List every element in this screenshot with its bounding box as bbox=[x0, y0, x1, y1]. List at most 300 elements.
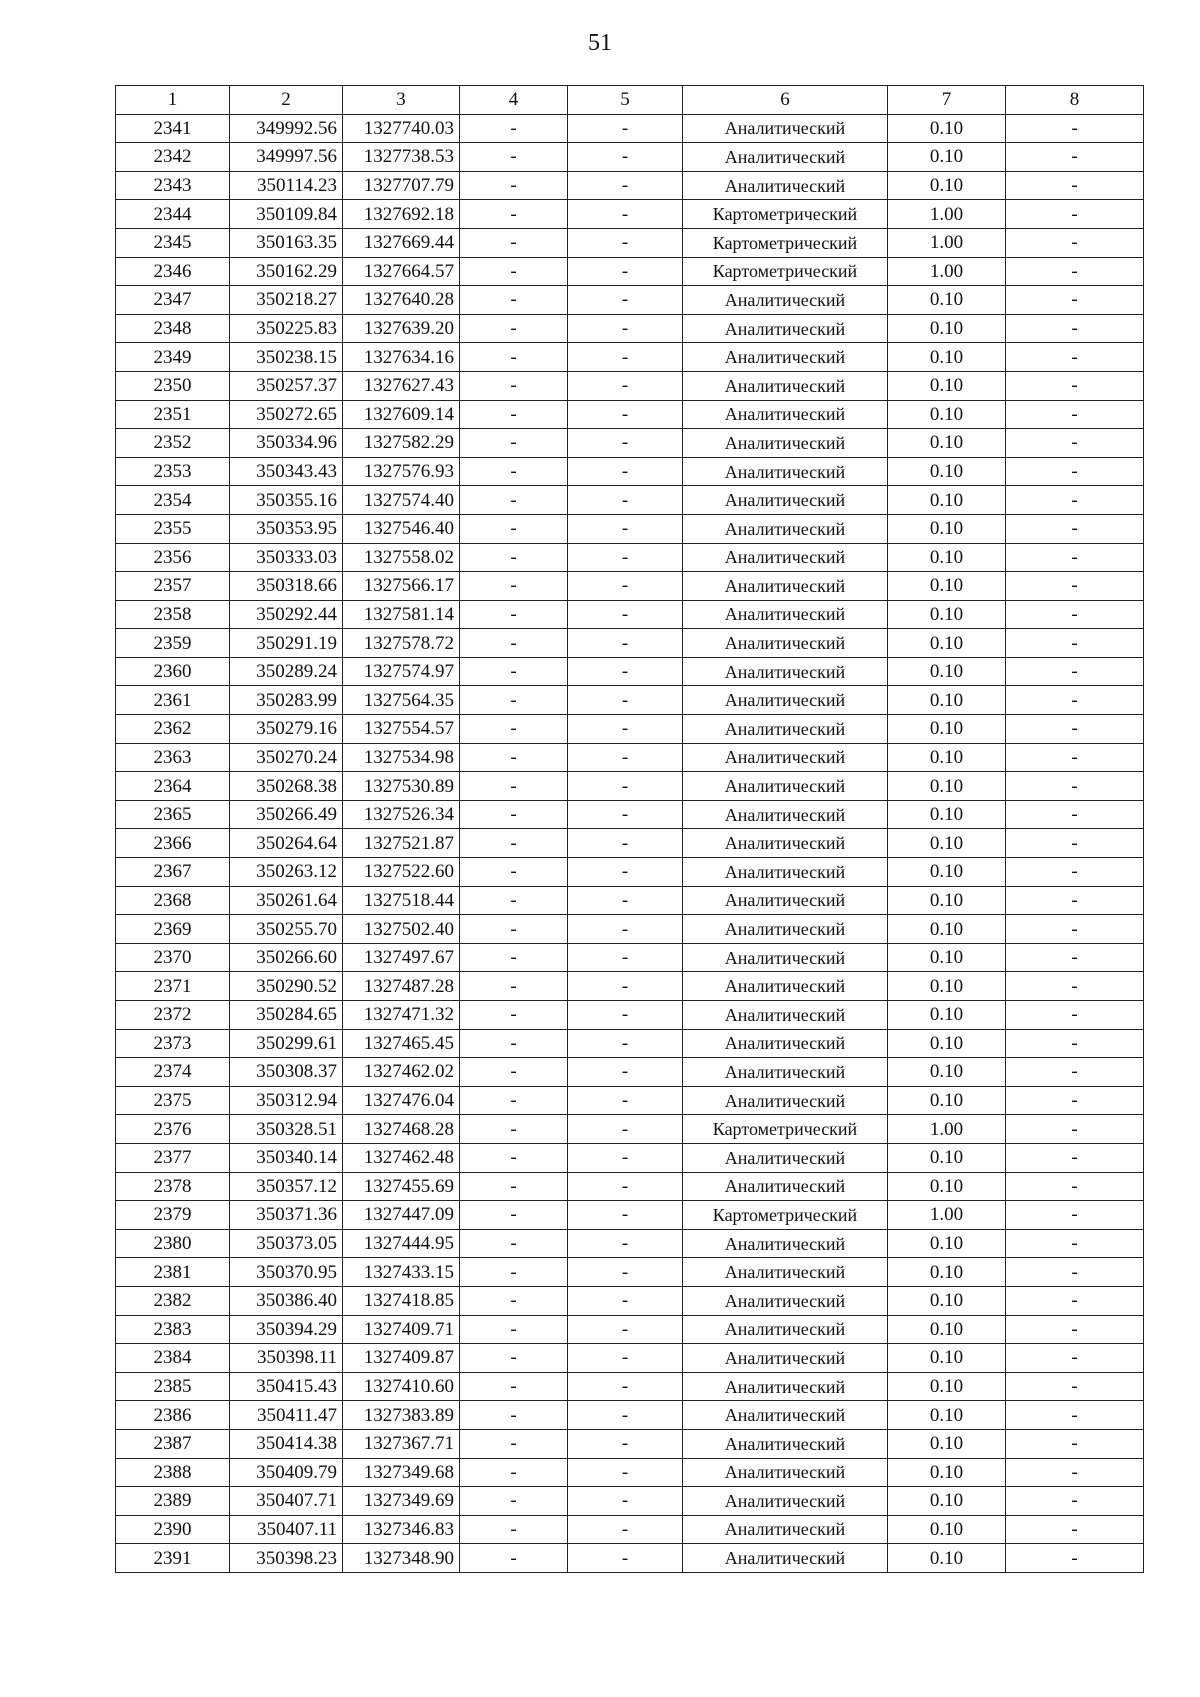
x-coordinate-cell: 350261.64 bbox=[230, 886, 343, 915]
accuracy-cell: 0.10 bbox=[888, 343, 1006, 372]
x-coordinate-cell: 350284.65 bbox=[230, 1001, 343, 1030]
accuracy-cell: 0.10 bbox=[888, 514, 1006, 543]
column-8-cell: - bbox=[1006, 1229, 1144, 1258]
column-8-cell: - bbox=[1006, 1001, 1144, 1030]
column-4-cell: - bbox=[460, 457, 568, 486]
column-5-cell: - bbox=[568, 514, 683, 543]
accuracy-cell: 0.10 bbox=[888, 1401, 1006, 1430]
column-5-cell: - bbox=[568, 715, 683, 744]
column-4-cell: - bbox=[460, 1315, 568, 1344]
column-8-cell: - bbox=[1006, 143, 1144, 172]
accuracy-cell: 0.10 bbox=[888, 1229, 1006, 1258]
column-8-cell: - bbox=[1006, 514, 1144, 543]
table-row bbox=[116, 1258, 1144, 1287]
point-number-cell: 2347 bbox=[116, 286, 230, 315]
table-row bbox=[116, 629, 1144, 658]
method-cell: Аналитический bbox=[683, 314, 888, 343]
table-row bbox=[116, 429, 1144, 458]
method-cell: Аналитический bbox=[683, 457, 888, 486]
x-coordinate-cell: 350268.38 bbox=[230, 772, 343, 801]
method-cell: Аналитический bbox=[683, 1344, 888, 1373]
column-8-cell: - bbox=[1006, 686, 1144, 715]
accuracy-cell: 0.10 bbox=[888, 715, 1006, 744]
accuracy-cell: 0.10 bbox=[888, 114, 1006, 143]
point-number-cell: 2366 bbox=[116, 829, 230, 858]
column-8-cell: - bbox=[1006, 1544, 1144, 1573]
column-header-6: 6 bbox=[683, 86, 888, 115]
column-4-cell: - bbox=[460, 286, 568, 315]
accuracy-cell: 0.10 bbox=[888, 972, 1006, 1001]
point-number-cell: 2352 bbox=[116, 429, 230, 458]
column-5-cell: - bbox=[568, 143, 683, 172]
column-4-cell: - bbox=[460, 1029, 568, 1058]
point-number-cell: 2356 bbox=[116, 543, 230, 572]
column-8-cell: - bbox=[1006, 1086, 1144, 1115]
column-8-cell: - bbox=[1006, 1029, 1144, 1058]
y-coordinate-cell: 1327581.14 bbox=[343, 600, 460, 629]
column-4-cell: - bbox=[460, 686, 568, 715]
column-header-3: 3 bbox=[343, 86, 460, 115]
column-4-cell: - bbox=[460, 915, 568, 944]
column-5-cell: - bbox=[568, 429, 683, 458]
column-4-cell: - bbox=[460, 829, 568, 858]
column-5-cell: - bbox=[568, 1201, 683, 1230]
column-8-cell: - bbox=[1006, 1372, 1144, 1401]
method-cell: Аналитический bbox=[683, 915, 888, 944]
column-4-cell: - bbox=[460, 1115, 568, 1144]
column-4-cell: - bbox=[460, 886, 568, 915]
point-number-cell: 2387 bbox=[116, 1429, 230, 1458]
x-coordinate-cell: 350292.44 bbox=[230, 600, 343, 629]
table-row bbox=[116, 1487, 1144, 1516]
y-coordinate-cell: 1327465.45 bbox=[343, 1029, 460, 1058]
x-coordinate-cell: 350283.99 bbox=[230, 686, 343, 715]
table-row bbox=[116, 1401, 1144, 1430]
column-5-cell: - bbox=[568, 1344, 683, 1373]
column-4-cell: - bbox=[460, 743, 568, 772]
column-8-cell: - bbox=[1006, 829, 1144, 858]
x-coordinate-cell: 350255.70 bbox=[230, 915, 343, 944]
point-number-cell: 2363 bbox=[116, 743, 230, 772]
accuracy-cell: 0.10 bbox=[888, 629, 1006, 658]
column-8-cell: - bbox=[1006, 228, 1144, 257]
column-5-cell: - bbox=[568, 600, 683, 629]
table-row bbox=[116, 1086, 1144, 1115]
point-number-cell: 2358 bbox=[116, 600, 230, 629]
method-cell: Аналитический bbox=[683, 715, 888, 744]
accuracy-cell: 0.10 bbox=[888, 1286, 1006, 1315]
column-5-cell: - bbox=[568, 228, 683, 257]
y-coordinate-cell: 1327462.48 bbox=[343, 1143, 460, 1172]
column-8-cell: - bbox=[1006, 314, 1144, 343]
table-row bbox=[116, 1001, 1144, 1030]
accuracy-cell: 0.10 bbox=[888, 1515, 1006, 1544]
y-coordinate-cell: 1327554.57 bbox=[343, 715, 460, 744]
y-coordinate-cell: 1327349.69 bbox=[343, 1487, 460, 1516]
y-coordinate-cell: 1327455.69 bbox=[343, 1172, 460, 1201]
method-cell: Аналитический bbox=[683, 572, 888, 601]
column-5-cell: - bbox=[568, 257, 683, 286]
method-cell: Аналитический bbox=[683, 143, 888, 172]
column-4-cell: - bbox=[460, 1058, 568, 1087]
column-4-cell: - bbox=[460, 314, 568, 343]
column-4-cell: - bbox=[460, 429, 568, 458]
column-8-cell: - bbox=[1006, 1344, 1144, 1373]
method-cell: Аналитический bbox=[683, 400, 888, 429]
accuracy-cell: 0.10 bbox=[888, 943, 1006, 972]
accuracy-cell: 0.10 bbox=[888, 1172, 1006, 1201]
point-number-cell: 2370 bbox=[116, 943, 230, 972]
table-row bbox=[116, 858, 1144, 887]
x-coordinate-cell: 350308.37 bbox=[230, 1058, 343, 1087]
column-8-cell: - bbox=[1006, 1315, 1144, 1344]
column-5-cell: - bbox=[568, 915, 683, 944]
table-row bbox=[116, 1172, 1144, 1201]
method-cell: Аналитический bbox=[683, 1372, 888, 1401]
x-coordinate-cell: 350163.35 bbox=[230, 228, 343, 257]
y-coordinate-cell: 1327502.40 bbox=[343, 915, 460, 944]
x-coordinate-cell: 350328.51 bbox=[230, 1115, 343, 1144]
accuracy-cell: 0.10 bbox=[888, 915, 1006, 944]
y-coordinate-cell: 1327546.40 bbox=[343, 514, 460, 543]
method-cell: Аналитический bbox=[683, 829, 888, 858]
column-4-cell: - bbox=[460, 1401, 568, 1430]
x-coordinate-cell: 350355.16 bbox=[230, 486, 343, 515]
point-number-cell: 2371 bbox=[116, 972, 230, 1001]
method-cell: Аналитический bbox=[683, 943, 888, 972]
column-4-cell: - bbox=[460, 1229, 568, 1258]
table-row bbox=[116, 1344, 1144, 1373]
column-5-cell: - bbox=[568, 314, 683, 343]
column-5-cell: - bbox=[568, 486, 683, 515]
method-cell: Аналитический bbox=[683, 1544, 888, 1573]
column-8-cell: - bbox=[1006, 715, 1144, 744]
column-8-cell: - bbox=[1006, 772, 1144, 801]
x-coordinate-cell: 350343.43 bbox=[230, 457, 343, 486]
method-cell: Аналитический bbox=[683, 800, 888, 829]
table-row bbox=[116, 915, 1144, 944]
column-4-cell: - bbox=[460, 657, 568, 686]
point-number-cell: 2382 bbox=[116, 1286, 230, 1315]
x-coordinate-cell: 350266.60 bbox=[230, 943, 343, 972]
method-cell: Аналитический bbox=[683, 1429, 888, 1458]
x-coordinate-cell: 350238.15 bbox=[230, 343, 343, 372]
x-coordinate-cell: 350290.52 bbox=[230, 972, 343, 1001]
x-coordinate-cell: 350279.16 bbox=[230, 715, 343, 744]
method-cell: Аналитический bbox=[683, 743, 888, 772]
method-cell: Аналитический bbox=[683, 1086, 888, 1115]
column-5-cell: - bbox=[568, 572, 683, 601]
column-4-cell: - bbox=[460, 943, 568, 972]
x-coordinate-cell: 350353.95 bbox=[230, 514, 343, 543]
x-coordinate-cell: 350299.61 bbox=[230, 1029, 343, 1058]
column-5-cell: - bbox=[568, 1372, 683, 1401]
y-coordinate-cell: 1327640.28 bbox=[343, 286, 460, 315]
table-row bbox=[116, 1372, 1144, 1401]
column-4-cell: - bbox=[460, 858, 568, 887]
column-8-cell: - bbox=[1006, 1487, 1144, 1516]
x-coordinate-cell: 350318.66 bbox=[230, 572, 343, 601]
column-4-cell: - bbox=[460, 543, 568, 572]
column-5-cell: - bbox=[568, 1143, 683, 1172]
column-4-cell: - bbox=[460, 1429, 568, 1458]
y-coordinate-cell: 1327707.79 bbox=[343, 171, 460, 200]
column-5-cell: - bbox=[568, 343, 683, 372]
table-row bbox=[116, 1515, 1144, 1544]
y-coordinate-cell: 1327433.15 bbox=[343, 1258, 460, 1287]
method-cell: Аналитический bbox=[683, 600, 888, 629]
y-coordinate-cell: 1327664.57 bbox=[343, 257, 460, 286]
table-row bbox=[116, 257, 1144, 286]
table-row bbox=[116, 514, 1144, 543]
point-number-cell: 2351 bbox=[116, 400, 230, 429]
method-cell: Аналитический bbox=[683, 686, 888, 715]
column-4-cell: - bbox=[460, 1286, 568, 1315]
table-row bbox=[116, 657, 1144, 686]
column-header-2: 2 bbox=[230, 86, 343, 115]
x-coordinate-cell: 350109.84 bbox=[230, 200, 343, 229]
column-4-cell: - bbox=[460, 800, 568, 829]
column-5-cell: - bbox=[568, 1115, 683, 1144]
y-coordinate-cell: 1327740.03 bbox=[343, 114, 460, 143]
y-coordinate-cell: 1327521.87 bbox=[343, 829, 460, 858]
point-number-cell: 2375 bbox=[116, 1086, 230, 1115]
point-number-cell: 2348 bbox=[116, 314, 230, 343]
point-number-cell: 2345 bbox=[116, 228, 230, 257]
column-8-cell: - bbox=[1006, 200, 1144, 229]
column-5-cell: - bbox=[568, 772, 683, 801]
column-4-cell: - bbox=[460, 228, 568, 257]
column-4-cell: - bbox=[460, 1258, 568, 1287]
point-number-cell: 2341 bbox=[116, 114, 230, 143]
y-coordinate-cell: 1327578.72 bbox=[343, 629, 460, 658]
y-coordinate-cell: 1327409.71 bbox=[343, 1315, 460, 1344]
accuracy-cell: 1.00 bbox=[888, 1201, 1006, 1230]
column-8-cell: - bbox=[1006, 743, 1144, 772]
column-4-cell: - bbox=[460, 1544, 568, 1573]
x-coordinate-cell: 350398.23 bbox=[230, 1544, 343, 1573]
point-number-cell: 2381 bbox=[116, 1258, 230, 1287]
x-coordinate-cell: 350272.65 bbox=[230, 400, 343, 429]
column-8-cell: - bbox=[1006, 1429, 1144, 1458]
table-body bbox=[116, 114, 1144, 1572]
column-4-cell: - bbox=[460, 772, 568, 801]
method-cell: Аналитический bbox=[683, 1029, 888, 1058]
table-row bbox=[116, 715, 1144, 744]
accuracy-cell: 0.10 bbox=[888, 1086, 1006, 1115]
point-number-cell: 2346 bbox=[116, 257, 230, 286]
point-number-cell: 2367 bbox=[116, 858, 230, 887]
y-coordinate-cell: 1327410.60 bbox=[343, 1372, 460, 1401]
accuracy-cell: 0.10 bbox=[888, 1143, 1006, 1172]
point-number-cell: 2389 bbox=[116, 1487, 230, 1516]
y-coordinate-cell: 1327409.87 bbox=[343, 1344, 460, 1373]
point-number-cell: 2391 bbox=[116, 1544, 230, 1573]
table-row bbox=[116, 686, 1144, 715]
accuracy-cell: 0.10 bbox=[888, 1429, 1006, 1458]
point-number-cell: 2374 bbox=[116, 1058, 230, 1087]
method-cell: Аналитический bbox=[683, 1458, 888, 1487]
column-8-cell: - bbox=[1006, 371, 1144, 400]
accuracy-cell: 0.10 bbox=[888, 486, 1006, 515]
table-row bbox=[116, 743, 1144, 772]
column-4-cell: - bbox=[460, 257, 568, 286]
method-cell: Аналитический bbox=[683, 1143, 888, 1172]
x-coordinate-cell: 350414.38 bbox=[230, 1429, 343, 1458]
accuracy-cell: 0.10 bbox=[888, 572, 1006, 601]
accuracy-cell: 0.10 bbox=[888, 1344, 1006, 1373]
point-number-cell: 2379 bbox=[116, 1201, 230, 1230]
column-8-cell: - bbox=[1006, 972, 1144, 1001]
column-4-cell: - bbox=[460, 114, 568, 143]
table-row bbox=[116, 1544, 1144, 1573]
column-5-cell: - bbox=[568, 286, 683, 315]
y-coordinate-cell: 1327634.16 bbox=[343, 343, 460, 372]
column-8-cell: - bbox=[1006, 915, 1144, 944]
point-number-cell: 2384 bbox=[116, 1344, 230, 1373]
column-8-cell: - bbox=[1006, 657, 1144, 686]
accuracy-cell: 0.10 bbox=[888, 829, 1006, 858]
column-5-cell: - bbox=[568, 200, 683, 229]
y-coordinate-cell: 1327526.34 bbox=[343, 800, 460, 829]
accuracy-cell: 0.10 bbox=[888, 400, 1006, 429]
column-5-cell: - bbox=[568, 1401, 683, 1430]
column-5-cell: - bbox=[568, 1544, 683, 1573]
table-row bbox=[116, 1058, 1144, 1087]
table-row bbox=[116, 829, 1144, 858]
method-cell: Аналитический bbox=[683, 772, 888, 801]
table-row bbox=[116, 228, 1144, 257]
column-5-cell: - bbox=[568, 1086, 683, 1115]
y-coordinate-cell: 1327468.28 bbox=[343, 1115, 460, 1144]
table-row bbox=[116, 286, 1144, 315]
method-cell: Аналитический bbox=[683, 514, 888, 543]
x-coordinate-cell: 350357.12 bbox=[230, 1172, 343, 1201]
column-5-cell: - bbox=[568, 972, 683, 1001]
column-8-cell: - bbox=[1006, 543, 1144, 572]
method-cell: Картометрический bbox=[683, 1115, 888, 1144]
column-5-cell: - bbox=[568, 371, 683, 400]
method-cell: Аналитический bbox=[683, 486, 888, 515]
accuracy-cell: 0.10 bbox=[888, 1315, 1006, 1344]
table-row bbox=[116, 343, 1144, 372]
method-cell: Аналитический bbox=[683, 343, 888, 372]
x-coordinate-cell: 349992.56 bbox=[230, 114, 343, 143]
method-cell: Картометрический bbox=[683, 228, 888, 257]
table-row bbox=[116, 943, 1144, 972]
x-coordinate-cell: 350411.47 bbox=[230, 1401, 343, 1430]
point-number-cell: 2343 bbox=[116, 171, 230, 200]
y-coordinate-cell: 1327471.32 bbox=[343, 1001, 460, 1030]
x-coordinate-cell: 350289.24 bbox=[230, 657, 343, 686]
column-5-cell: - bbox=[568, 1001, 683, 1030]
column-8-cell: - bbox=[1006, 171, 1144, 200]
column-4-cell: - bbox=[460, 171, 568, 200]
accuracy-cell: 0.10 bbox=[888, 457, 1006, 486]
column-8-cell: - bbox=[1006, 343, 1144, 372]
column-4-cell: - bbox=[460, 343, 568, 372]
column-4-cell: - bbox=[460, 514, 568, 543]
column-5-cell: - bbox=[568, 943, 683, 972]
x-coordinate-cell: 350371.36 bbox=[230, 1201, 343, 1230]
column-5-cell: - bbox=[568, 1172, 683, 1201]
point-number-cell: 2369 bbox=[116, 915, 230, 944]
point-number-cell: 2390 bbox=[116, 1515, 230, 1544]
column-5-cell: - bbox=[568, 1458, 683, 1487]
accuracy-cell: 1.00 bbox=[888, 257, 1006, 286]
column-5-cell: - bbox=[568, 1515, 683, 1544]
accuracy-cell: 0.10 bbox=[888, 543, 1006, 572]
column-4-cell: - bbox=[460, 1201, 568, 1230]
y-coordinate-cell: 1327447.09 bbox=[343, 1201, 460, 1230]
accuracy-cell: 0.10 bbox=[888, 1544, 1006, 1573]
table-row bbox=[116, 1029, 1144, 1058]
accuracy-cell: 0.10 bbox=[888, 743, 1006, 772]
column-5-cell: - bbox=[568, 1315, 683, 1344]
accuracy-cell: 0.10 bbox=[888, 429, 1006, 458]
column-5-cell: - bbox=[568, 800, 683, 829]
point-number-cell: 2377 bbox=[116, 1143, 230, 1172]
column-5-cell: - bbox=[568, 1429, 683, 1458]
point-number-cell: 2342 bbox=[116, 143, 230, 172]
x-coordinate-cell: 350264.64 bbox=[230, 829, 343, 858]
column-8-cell: - bbox=[1006, 572, 1144, 601]
method-cell: Аналитический bbox=[683, 1229, 888, 1258]
method-cell: Аналитический bbox=[683, 1515, 888, 1544]
y-coordinate-cell: 1327574.40 bbox=[343, 486, 460, 515]
column-5-cell: - bbox=[568, 114, 683, 143]
column-4-cell: - bbox=[460, 1001, 568, 1030]
point-number-cell: 2383 bbox=[116, 1315, 230, 1344]
column-5-cell: - bbox=[568, 858, 683, 887]
point-number-cell: 2386 bbox=[116, 1401, 230, 1430]
x-coordinate-cell: 350225.83 bbox=[230, 314, 343, 343]
method-cell: Аналитический bbox=[683, 114, 888, 143]
y-coordinate-cell: 1327738.53 bbox=[343, 143, 460, 172]
y-coordinate-cell: 1327574.97 bbox=[343, 657, 460, 686]
y-coordinate-cell: 1327566.17 bbox=[343, 572, 460, 601]
method-cell: Аналитический bbox=[683, 1315, 888, 1344]
method-cell: Аналитический bbox=[683, 1286, 888, 1315]
column-4-cell: - bbox=[460, 1372, 568, 1401]
point-number-cell: 2344 bbox=[116, 200, 230, 229]
method-cell: Аналитический bbox=[683, 629, 888, 658]
column-4-cell: - bbox=[460, 1172, 568, 1201]
table-row bbox=[116, 486, 1144, 515]
column-8-cell: - bbox=[1006, 800, 1144, 829]
table-row bbox=[116, 1315, 1144, 1344]
x-coordinate-cell: 350270.24 bbox=[230, 743, 343, 772]
x-coordinate-cell: 350373.05 bbox=[230, 1229, 343, 1258]
table-row bbox=[116, 200, 1144, 229]
column-8-cell: - bbox=[1006, 1115, 1144, 1144]
y-coordinate-cell: 1327418.85 bbox=[343, 1286, 460, 1315]
column-5-cell: - bbox=[568, 457, 683, 486]
column-5-cell: - bbox=[568, 1229, 683, 1258]
column-4-cell: - bbox=[460, 572, 568, 601]
point-number-cell: 2364 bbox=[116, 772, 230, 801]
method-cell: Аналитический bbox=[683, 1487, 888, 1516]
accuracy-cell: 1.00 bbox=[888, 200, 1006, 229]
x-coordinate-cell: 350334.96 bbox=[230, 429, 343, 458]
column-4-cell: - bbox=[460, 629, 568, 658]
point-number-cell: 2360 bbox=[116, 657, 230, 686]
table-row bbox=[116, 143, 1144, 172]
x-coordinate-cell: 350415.43 bbox=[230, 1372, 343, 1401]
column-8-cell: - bbox=[1006, 886, 1144, 915]
accuracy-cell: 0.10 bbox=[888, 800, 1006, 829]
column-8-cell: - bbox=[1006, 486, 1144, 515]
